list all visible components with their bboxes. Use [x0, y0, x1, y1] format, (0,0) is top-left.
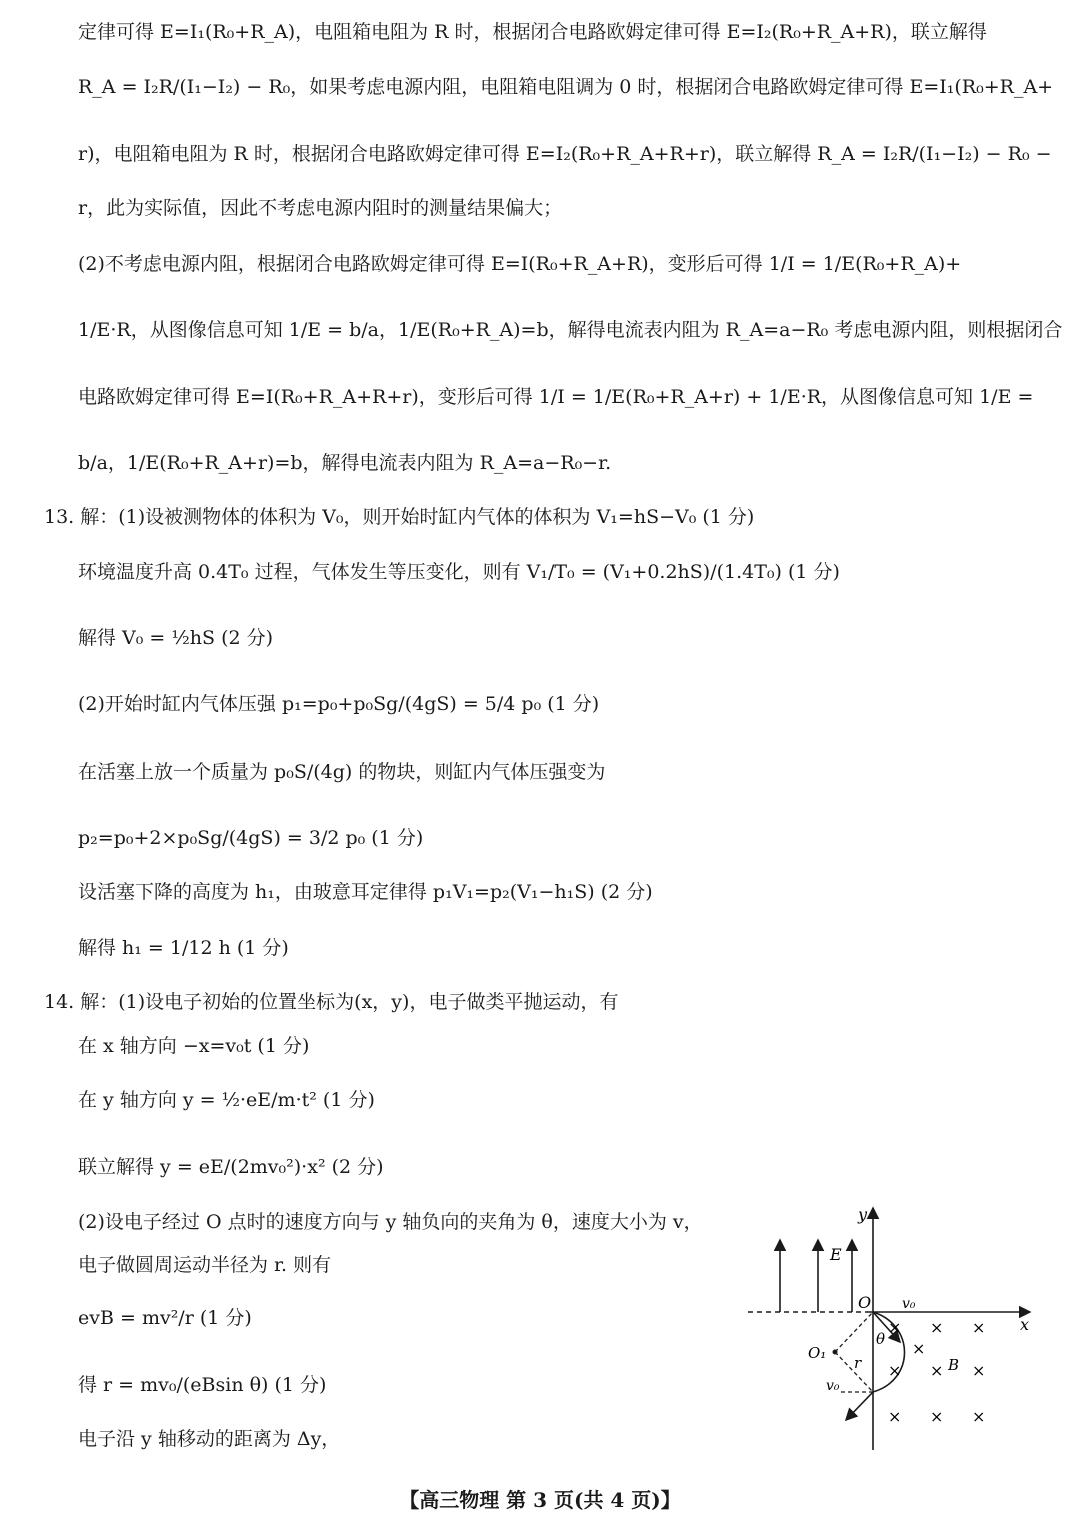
question-14-heading: 14. 解：(1)设电子初始的位置坐标为(x，y)，电子做类平抛运动，有 [44, 991, 619, 1013]
cross-mark: × [930, 1361, 944, 1380]
text-line: b/a，1/E(R₀+R_A+r)=b，解得电流表内阻为 R_A=a−R₀−r. [78, 452, 612, 474]
text-line: p₂=p₀+2×p₀Sg/(4gS) = 3/2 p₀ (1 分) [78, 827, 424, 849]
b-field-label: B [948, 1356, 960, 1374]
field-e-label: E [830, 1245, 842, 1264]
text-line: 电子做圆周运动半径为 r. 则有 [78, 1254, 332, 1276]
cross-mark: × [888, 1318, 902, 1337]
theta-label: θ [876, 1330, 886, 1348]
text-line: R_A = I₂R/(I₁−I₂) − R₀，如果考虑电源内阻，电阻箱电阻调为 0 时，根据闭合电路欧姆定律可得 E=I₁(R₀+R_A+ [78, 76, 1054, 98]
text-line: 解得 h₁ = 1/12 h (1 分) [78, 937, 289, 959]
y-axis-label: y [858, 1205, 868, 1224]
origin-label: O [858, 1293, 872, 1312]
cross-mark: × [888, 1407, 902, 1426]
text-line: 1/E·R，从图像信息可知 1/E = b/a，1/E(R₀+R_A)=b，解得电流表内阻为 R_A=a−R₀ 考虑电源内阻，则根据闭合 [78, 319, 1063, 341]
text-line: 设活塞下降的高度为 h₁，由玻意耳定律得 p₁V₁=p₂(V₁−h₁S) (2 分) [78, 881, 653, 903]
cross-mark: × [972, 1407, 986, 1426]
text-line: 得 r = mv₀/(eBsin θ) (1 分) [78, 1374, 327, 1396]
o1-label: O₁ [808, 1344, 827, 1362]
text-line: 联立解得 y = eE/(2mv₀²)·x² (2 分) [78, 1156, 384, 1178]
cross-mark: × [972, 1361, 986, 1380]
text-line: 解得 V₀ = ½hS (2 分) [78, 627, 274, 649]
text-line: 在活塞上放一个质量为 p₀S/(4g) 的物块，则缸内气体压强变为 [78, 761, 606, 783]
r-label: r [854, 1354, 862, 1372]
cross-mark: × [912, 1339, 926, 1358]
v0-label-bottom: v₀ [826, 1378, 840, 1394]
cross-mark: × [930, 1407, 944, 1426]
text-line: 定律可得 E=I₁(R₀+R_A)，电阻箱电阻为 R 时，根据闭合电路欧姆定律可得 E=I₂(R₀+R_A+R)，联立解得 [78, 21, 987, 43]
cross-mark: × [972, 1318, 986, 1337]
cross-mark: × [888, 1361, 902, 1380]
text-line: evB = mv²/r (1 分) [78, 1307, 252, 1329]
radius-line [835, 1312, 873, 1352]
text-line: 电路欧姆定律可得 E=I(R₀+R_A+R+r)，变形后可得 1/I = 1/E(R₀+R_A+r) + 1/E·R，从图像信息可知 1/E = [78, 386, 1034, 408]
cross-mark: × [930, 1318, 944, 1337]
text-line: 电子沿 y 轴移动的距离为 Δy， [78, 1428, 341, 1450]
text-line: 在 y 轴方向 y = ½·eE/m·t² (1 分) [78, 1089, 375, 1111]
x-axis-label: x [1020, 1315, 1030, 1334]
page-footer: 【高三物理 第 3 页(共 4 页)】 [399, 1488, 681, 1512]
text-line: r，此为实际值，因此不考虑电源内阻时的测量结果偏大； [78, 197, 563, 219]
physics-diagram [740, 1200, 1040, 1460]
text-line: r)，电阻箱电阻为 R 时，根据闭合电路欧姆定律可得 E=I₂(R₀+R_A+R+r)，联立解得 R_A = I₂R/(I₁−I₂) − R₀ − [78, 143, 1052, 165]
v0-label-top: v₀ [902, 1296, 916, 1312]
question-13-heading: 13. 解：(1)设被测物体的体积为 V₀，则开始时缸内气体的体积为 V₁=hS−V₀ (1 分) [44, 506, 755, 528]
text-line: 在 x 轴方向 −x=v₀t (1 分) [78, 1035, 310, 1057]
text-line: (2)开始时缸内气体压强 p₁=p₀+p₀Sg/(4gS) = 5/4 p₀ (1 分) [78, 693, 600, 715]
text-line: (2)不考虑电源内阻，根据闭合电路欧姆定律可得 E=I(R₀+R_A+R)，变形后可得 1/I = 1/E(R₀+R_A)+ [78, 253, 962, 275]
text-line: 环境温度升高 0.4T₀ 过程，气体发生等压变化，则有 V₁/T₀ = (V₁+0.2hS)/(1.4T₀) (1 分) [78, 561, 840, 583]
velocity-arrow-exit [846, 1392, 873, 1420]
text-line: (2)设电子经过 O 点时的速度方向与 y 轴负向的夹角为 θ，速度大小为 v， [78, 1211, 703, 1233]
